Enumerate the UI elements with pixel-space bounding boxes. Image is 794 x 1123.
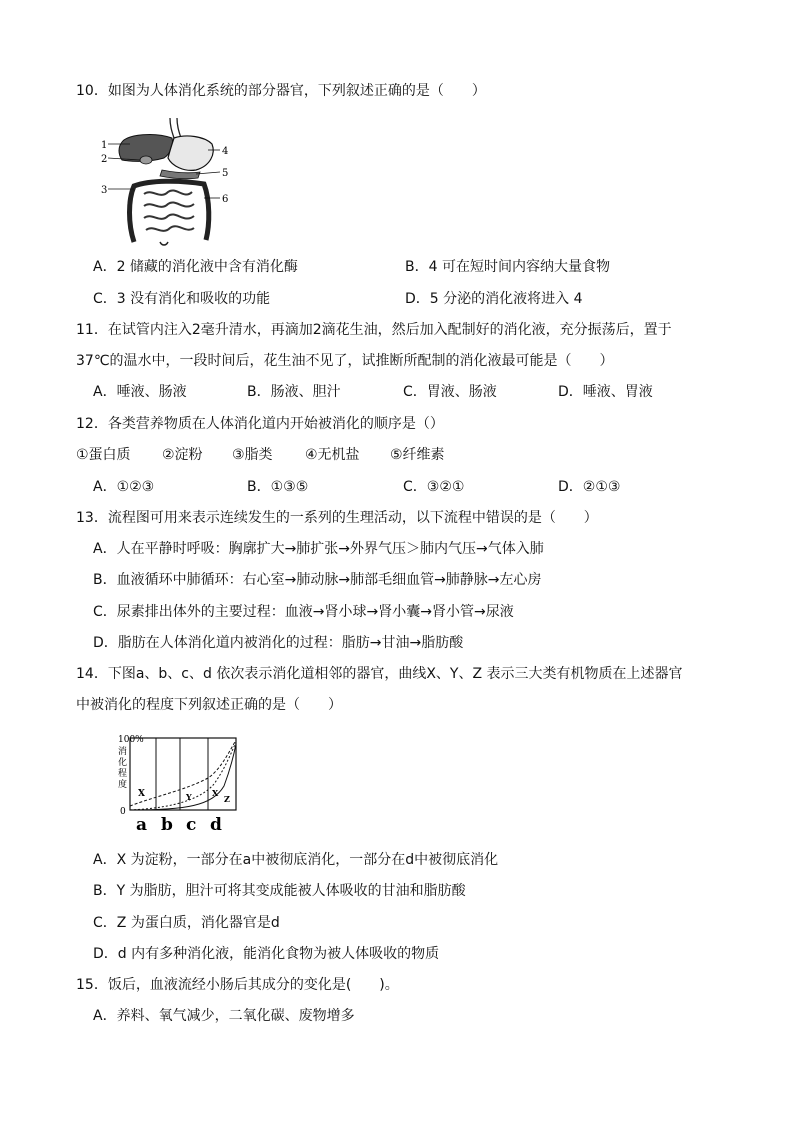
q12-item-3: ③脂类 [232,447,273,463]
curve-x [130,740,236,806]
curve-label-x-a: X [138,789,145,799]
organ-label-c: c [186,815,197,834]
figure-label-2: 2 [101,154,108,165]
digestion-curve-figure [116,730,240,834]
curve-y [130,742,236,810]
y-axis-top-label: 100% [118,735,144,745]
q14-option-a: A．X 为淀粉，一部分在a中被彻底消化，一部分在d中被彻底消化 [93,852,499,868]
q12-item-5: ⑤纤维素 [390,447,445,463]
q10-option-b: B．4 可在短时间内容纳大量食物 [405,259,610,275]
curve-label-z: Z [224,794,230,804]
q14-option-c: C．Z 为蛋白质，消化器官是d [93,915,280,931]
organ-label-a: a [136,815,148,834]
q13-option-c: C．尿素排出体外的主要过程：血液→肾小球→肾小囊→肾小管→尿液 [93,604,514,620]
digestion-curve-chart [116,730,240,834]
q11-stem-line2: 37℃的温水中，一段时间后，花生油不见了，试推断所配制的消化液最可能是（ ） [76,353,614,369]
y-axis-label-char-2: 化 [118,758,128,768]
q12-item-2: ②淀粉 [162,447,203,463]
figure-label-1: 1 [101,140,108,151]
q11-option-a: A．唾液、肠液 [93,384,187,400]
q12-option-a: A．①②③ [93,479,155,495]
y-axis-label-char-3: 程 [118,769,128,779]
q10-option-d: D．5 分泌的消化液将进入 4 [405,291,583,307]
q12-option-d: D．②①③ [558,479,621,495]
y-axis-label-char-1: 消 [118,747,128,757]
figure-label-4: 4 [222,146,229,157]
q14-option-b: B．Y 为脂肪，胆汁可将其变成能被人体吸收的甘油和脂肪酸 [93,883,466,899]
q13-stem: 13．流程图可用来表示连续发生的一系列的生理活动，以下流程中错误的是（ ） [76,510,598,526]
q10-option-a: A．2 储藏的消化液中含有消化酶 [93,259,298,275]
digestive-system-illustration [100,114,240,249]
q14-stem-line2: 中被消化的程度下列叙述正确的是（ ） [76,697,342,713]
figure-label-3: 3 [101,185,108,196]
q11-option-b: B．肠液、胆汁 [247,384,341,400]
q10-stem: 10．如图为人体消化系统的部分器官，下列叙述正确的是（ ） [76,83,486,99]
organ-label-d: d [210,815,222,834]
q13-option-d: D．脂肪在人体消化道内被消化的过程：脂肪→甘油→脂肪酸 [93,635,464,651]
y-axis-zero-label: 0 [120,807,126,817]
q14-option-d: D．d 内有多种消化液，能消化食物为被人体吸收的物质 [93,946,440,962]
curve-label-x-d: X [212,788,219,798]
q12-option-b: B．①③⑤ [247,479,309,495]
q12-stem: 12．各类营养物质在人体消化道内开始被消化的顺序是（） [76,416,444,432]
digestive-system-figure [100,114,240,249]
curve-label-y: Y [186,792,192,802]
q11-option-d: D．唾液、胃液 [558,384,653,400]
q12-option-c: C．③②① [403,479,465,495]
q12-item-4: ④无机盐 [305,447,360,463]
q10-option-c: C．3 没有消化和吸收的功能 [93,291,271,307]
q11-option-c: C．胃液、肠液 [403,384,497,400]
q15-stem: 15．饭后，血液流经小肠后其成分的变化是( )。 [76,977,399,993]
figure-label-6: 6 [222,194,229,205]
q13-option-b: B．血液循环中肺循环：右心室→肺动脉→肺部毛细血管→肺静脉→左心房 [93,572,542,588]
q14-stem-line1: 14．下图a、b、c、d 依次表示消化道相邻的器官，曲线X、Y、Z 表示三大类有机物质在上述器官 [76,666,683,682]
q11-stem-line1: 11．在试管内注入2毫升清水，再滴加2滴花生油，然后加入配制好的消化液，充分振荡后，置于 [76,322,672,338]
q15-option-a: A．养料、氧气减少，二氧化碳、废物增多 [93,1008,355,1024]
organ-label-b: b [161,815,173,834]
figure-label-5: 5 [222,168,229,179]
y-axis-label-char-4: 度 [118,780,128,790]
q13-option-a: A．人在平静时呼吸：胸廓扩大→肺扩张→外界气压＞肺内气压→气体入肺 [93,541,544,557]
q12-item-1: ①蛋白质 [76,447,131,463]
